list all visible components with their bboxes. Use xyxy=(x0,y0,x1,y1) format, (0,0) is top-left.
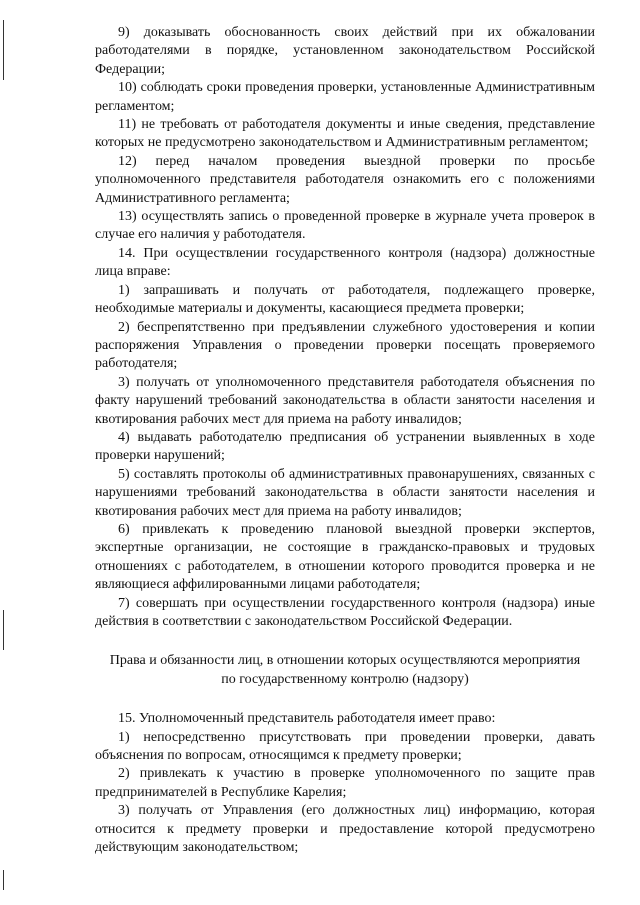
paragraph: 14. При осуществлении государственного контроля (надзора) должностные лица вправе: xyxy=(95,245,595,280)
paragraph: 2) беспрепятственно при предъявлении служебного удостоверения и копии распоряжения Управления о проведении проверки посещать проверяемого работодателя; xyxy=(95,319,595,372)
paragraph: 7) совершать при осуществлении государственного контроля (надзора) иные действия в соответствии с законодательством Российской Федерации. xyxy=(95,595,595,629)
paragraph: 9) доказывать обоснованность своих действий при их обжаловании работодателями в порядке, установленном законодательством Российской Федерации; xyxy=(95,25,595,77)
paragraph: 13) осуществлять запись о проведенной проверке в журнале учета проверок в случае его наличия у работодателя. xyxy=(95,209,595,243)
scan-edge-line xyxy=(3,610,4,650)
paragraph: 15. Уполномоченный представитель работодателя имеет право: xyxy=(118,711,496,727)
paragraph: 4) выдавать работодателю предписания об устранении выявленных в ходе проверки нарушений; xyxy=(95,429,595,464)
paragraph: 5) составлять протоколы об административных правонарушениях, связанных с нарушениями требований законодательства в области занятости населения и квотирования рабочих мест для приема на работу инвалидов; xyxy=(95,466,595,519)
paragraph: 1) непосредственно присутствовать при проведении проверки, давать объяснения по вопросам, относящимся к предмету проверки; xyxy=(95,729,595,764)
paragraph: 10) соблюдать сроки проведения проверки, установленные Административным регламентом; xyxy=(95,80,595,114)
document-page xyxy=(95,24,595,857)
paragraph: 11) не требовать от работодателя документы и иные сведения, представление которых не предусмотрено законодательством и Административным регламентом; xyxy=(95,117,595,151)
paragraph: 6) привлекать к проведению плановой выездной проверки экспертов, экспертные организации, не состоящие в гражданско-правовых и трудовых отношениях с работодателем, в отношении которого проводится проверка и не являющиеся аффилированными лицами работодателя; xyxy=(95,521,595,593)
paragraph: 1) запрашивать и получать от работодателя, подлежащего проверке, необходимые материалы и документы, касающиеся предмета проверки; xyxy=(95,282,595,317)
section-heading: Права и обязанности лиц, в отношении которых осуществляются мероприятия по государственному контролю (надзору) xyxy=(109,653,581,687)
paragraph: 3) получать от уполномоченного представителя работодателя объяснения по факту нарушений требований законодательства в области занятости населения и квотирования рабочих мест для приема на работу инвалидов; xyxy=(95,374,595,427)
paragraph: 12) перед началом проведения выездной проверки по просьбе уполномоченного представителя работодателя ознакомить его с положениями Административного регламента; xyxy=(95,153,595,206)
paragraph: 2) привлекать к участию в проверке уполномоченного по защите прав предпринимателей в Республике Карелия; xyxy=(95,766,595,800)
scan-edge-line xyxy=(3,870,4,890)
paragraph: 3) получать от Управления (его должностных лиц) информацию, которая относится к предмету проверки и предоставление которой предусмотрено действующим законодательством; xyxy=(95,803,595,856)
scan-edge-line xyxy=(3,20,4,80)
